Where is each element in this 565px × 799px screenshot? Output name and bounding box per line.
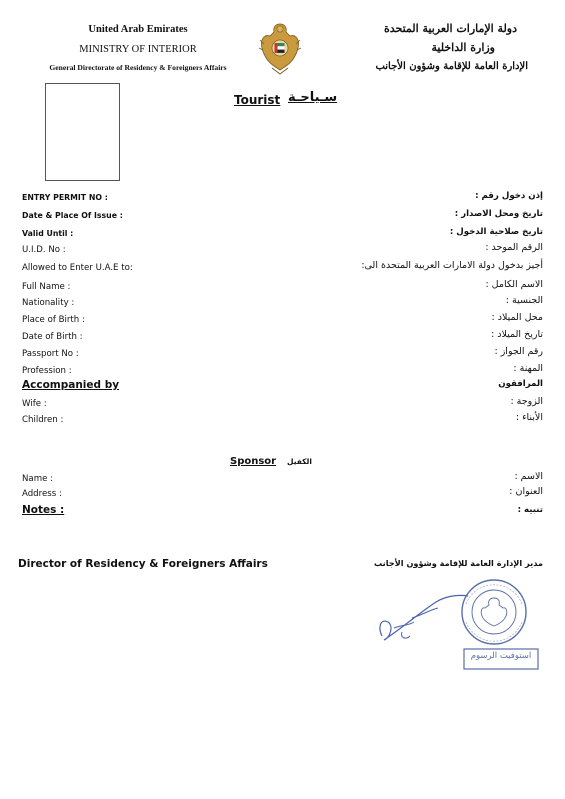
field-entry-permit-ar: إذن دخول رقم : [475, 191, 543, 201]
field-date-of-birth-label: Date of Birth : [22, 332, 83, 342]
field-issue-label: Date & Place Of Issue : [22, 211, 123, 220]
header-en-directorate: General Directorate of Residency & Foreigners Affairs [49, 63, 227, 72]
field-allowed-label: Allowed to Enter U.A.E to: [22, 263, 133, 273]
photo-placeholder [45, 83, 120, 181]
field-passport-label: Passport No : [22, 349, 79, 359]
notes-ar: تنبيه : [517, 505, 543, 515]
header-ar-directorate: الإدارة العامة للإقامة وشؤون الأجانب [375, 61, 528, 72]
children-label: Children : [22, 415, 64, 425]
field-profession-label: Profession : [22, 366, 72, 376]
field-entry-permit-label: ENTRY PERMIT NO : [22, 193, 108, 202]
notes-heading: Notes : [22, 504, 65, 516]
wife-ar: الزوجة : [510, 396, 543, 407]
director-title: Director of Residency & Foreigners Affairs [18, 558, 268, 570]
field-full-name-label: Full Name : [22, 282, 71, 292]
title-ar: سـياحـة [288, 90, 338, 105]
field-profession-ar: المهنة : [513, 363, 543, 374]
wife-label: Wife : [22, 399, 47, 409]
official-stamp [458, 574, 548, 674]
sponsor-name-label: Name : [22, 474, 53, 484]
field-valid-until-label: Valid Until : [22, 229, 74, 238]
uae-emblem-falcon-icon [258, 18, 302, 76]
header-ar-ministry: وزارة الداخلية [431, 41, 495, 54]
sponsor-heading: Sponsor [230, 456, 277, 467]
field-place-of-birth-label: Place of Birth : [22, 315, 85, 325]
sponsor-name-ar: الاسم : [514, 471, 543, 482]
header-en-ministry: MINISTRY OF INTERIOR [79, 44, 197, 55]
sponsor-heading-ar: الكفيل [287, 457, 312, 466]
field-nationality-label: Nationality : [22, 298, 75, 308]
field-issue-ar: تاريخ ومحل الاصدار : [454, 209, 543, 219]
field-uid-ar: الرقم الموحد : [485, 242, 543, 253]
field-valid-until-ar: تاريخ صلاحية الدخول : [449, 227, 543, 237]
field-place-of-birth-ar: محل الميلاد : [491, 312, 543, 323]
title-en: Tourist [234, 93, 281, 107]
header-en-country: United Arab Emirates [88, 24, 188, 35]
field-passport-ar: رقم الجواز : [494, 346, 543, 357]
stamp-fees-paid-label: استوفيت الرسوم [470, 651, 532, 661]
sponsor-address-label: Address : [22, 489, 62, 499]
children-ar: الأبناء : [515, 412, 543, 423]
field-uid-label: U.I.D. No : [22, 245, 66, 255]
field-full-name-ar: الاسم الكامل : [485, 279, 543, 290]
director-title-ar: مدير الإدارة العامة للإقامة وشؤون الأجانب [373, 558, 543, 568]
accompanied-heading: Accompanied by [22, 379, 120, 391]
header-ar-country: دولة الإمارات العربية المتحدة [383, 22, 517, 35]
field-date-of-birth-ar: تاريخ الميلاد : [491, 329, 543, 340]
field-allowed-ar: أجيز بدخول دولة الامارات العربية المتحدة الى: [361, 260, 543, 271]
accompanied-heading-ar: المرافقون [498, 379, 543, 389]
field-nationality-ar: الجنسية : [505, 295, 543, 306]
sponsor-address-ar: العنوان : [509, 486, 543, 497]
signature-scribble [372, 588, 472, 650]
